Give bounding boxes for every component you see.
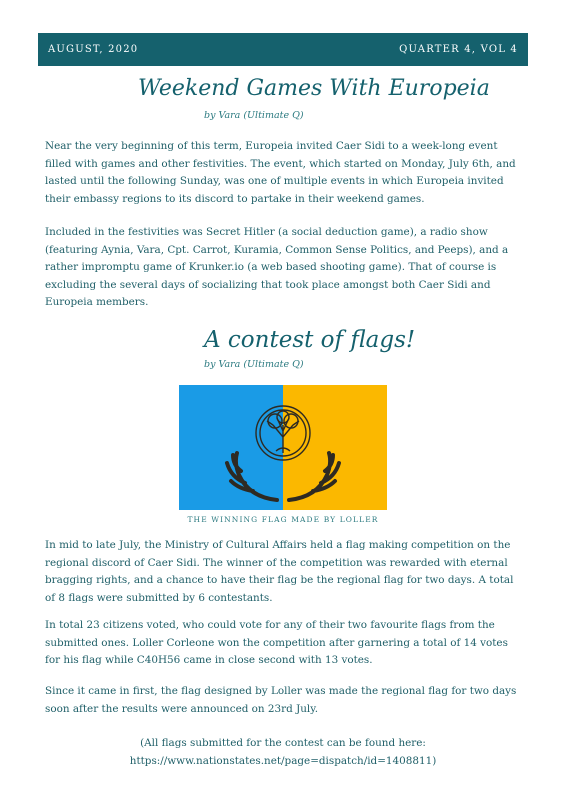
article2-paragraph-1: In mid to late July, the Ministry of Cultural Affairs held a flag making competition on the regional discord of Caer Sidi. The winner of the competition was rewarded with eternal bragging rights, and a chance to have their flag be the regional flag for two days. A total of 8 flags were submitted by 6 contestants. <box>45 539 514 604</box>
contest-link-url[interactable]: https://www.nationstates.net/page=dispatch/id=1408811) <box>129 754 437 767</box>
article1-byline: by Vara (Ultimate Q) <box>204 110 304 121</box>
article2-paragraph-3: Since it came in first, the flag designed by Loller was made the regional flag for two days soon after the results were announced on 23rd July. <box>45 685 517 715</box>
article1-title: Weekend Games With Europeia <box>138 76 490 101</box>
contest-link-note <box>45 735 521 770</box>
issue-date: AUGUST, 2020 <box>48 44 139 55</box>
article2-byline: by Vara (Ultimate Q) <box>204 359 304 370</box>
flag-blue-half <box>179 385 283 510</box>
article2-title: A contest of flags! <box>204 327 416 353</box>
winning-flag-image <box>179 385 387 510</box>
header-bar <box>38 33 528 66</box>
flag-yellow-half <box>283 385 387 510</box>
contest-link-intro: (All flags submitted for the contest can be found here: <box>140 737 426 749</box>
article1-paragraph-1: Near the very beginning of this term, Europeia invited Caer Sidi to a week-long event filled with games and other festivities. The event, which started on Monday, July 6th, and lasted until the following Sunday, was one of multiple events in which Europeia invited their embassy regions to its discord to partake in their weekend games. <box>45 140 516 205</box>
article2-paragraph-2: In total 23 citizens voted, who could vote for any of their two favourite flags from the submitted ones. Loller Corleone won the competition after garnering a total of 14 votes for his flag while C40H56 came in close second with 13 votes. <box>45 619 508 666</box>
flag-caption: THE WINNING FLAG MADE BY LOLLER <box>187 515 379 524</box>
issue-volume: QUARTER 4, VOL 4 <box>399 44 518 55</box>
article1-paragraph-2: Included in the festivities was Secret Hitler (a social deduction game), a radio show (featuring Aynia, Vara, Cpt. Carrot, Kuramia, Common Sense Politics, and Peeps), and a rather impromptu game of Krunker.io (a web based shooting game). That of course is excluding the several days of socializing that took place amongst both Caer Sidi and Europeia members. <box>45 226 509 308</box>
